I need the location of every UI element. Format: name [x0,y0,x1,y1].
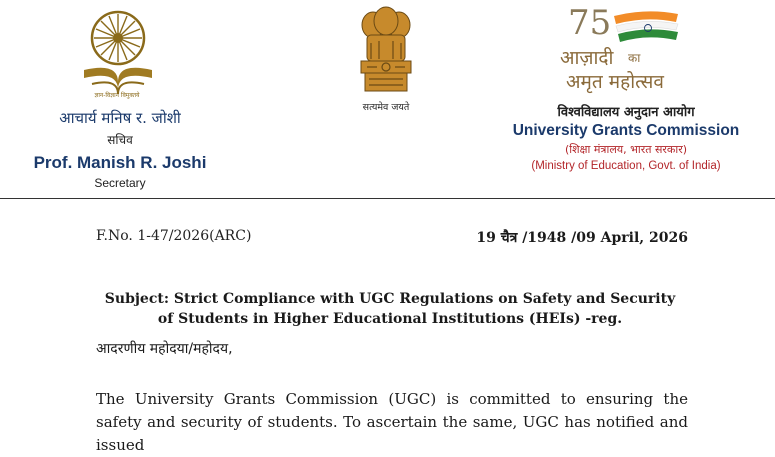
azadi-line1b: का [628,51,641,65]
body-paragraph: The University Grants Commission (UGC) is committed to ensuring the safety and security of students. To ascertain the same, UGC has notified and issued [96,390,688,454]
org-name-hindi: विश्वविद्यालय अनुदान आयोग [557,105,695,120]
national-emblem-icon [353,5,419,97]
azadi-line1: आज़ादी [560,47,614,69]
subject-line-2: of Students in Higher Educational Institutions (HEIs) -reg. [157,311,623,327]
azadi-number: 75 [568,3,612,43]
azadi-ka-amrit-mahotsav-icon [556,2,696,94]
salutation: आदरणीय महोदया/महोदय, [96,341,233,357]
org-name: University Grants Commission [512,122,740,139]
azadi-line2: अमृत महोत्सव [566,71,664,93]
file-number: F.No. 1-47/2026(ARC) [96,228,252,244]
logo-motto: ज्ञान-विज्ञान विमुक्तये [94,92,140,99]
ugc-emblem-icon [70,4,166,100]
subject [92,289,688,329]
letter-date: 19 चैत्र /1948 /09 April, 2026 [476,230,688,246]
subject-line-1: Subject: Strict Compliance with UGC Regulations on Safety and Security [104,291,676,307]
secretary-name: Prof. Manish R. Joshi [33,153,207,172]
emblem-motto: सत्यमेव जयते [362,102,410,113]
secretary-name-hindi: आचार्य मनिष र. जोशी [59,109,181,127]
secretary-title: Secretary [94,176,146,190]
ministry-hindi: (शिक्षा मंत्रालय, भारत सरकार) [564,143,688,156]
ministry-name: (Ministry of Education, Govt. of India) [531,160,721,172]
secretary-title-hindi: सचिव [107,133,133,147]
header-divider [0,198,775,199]
